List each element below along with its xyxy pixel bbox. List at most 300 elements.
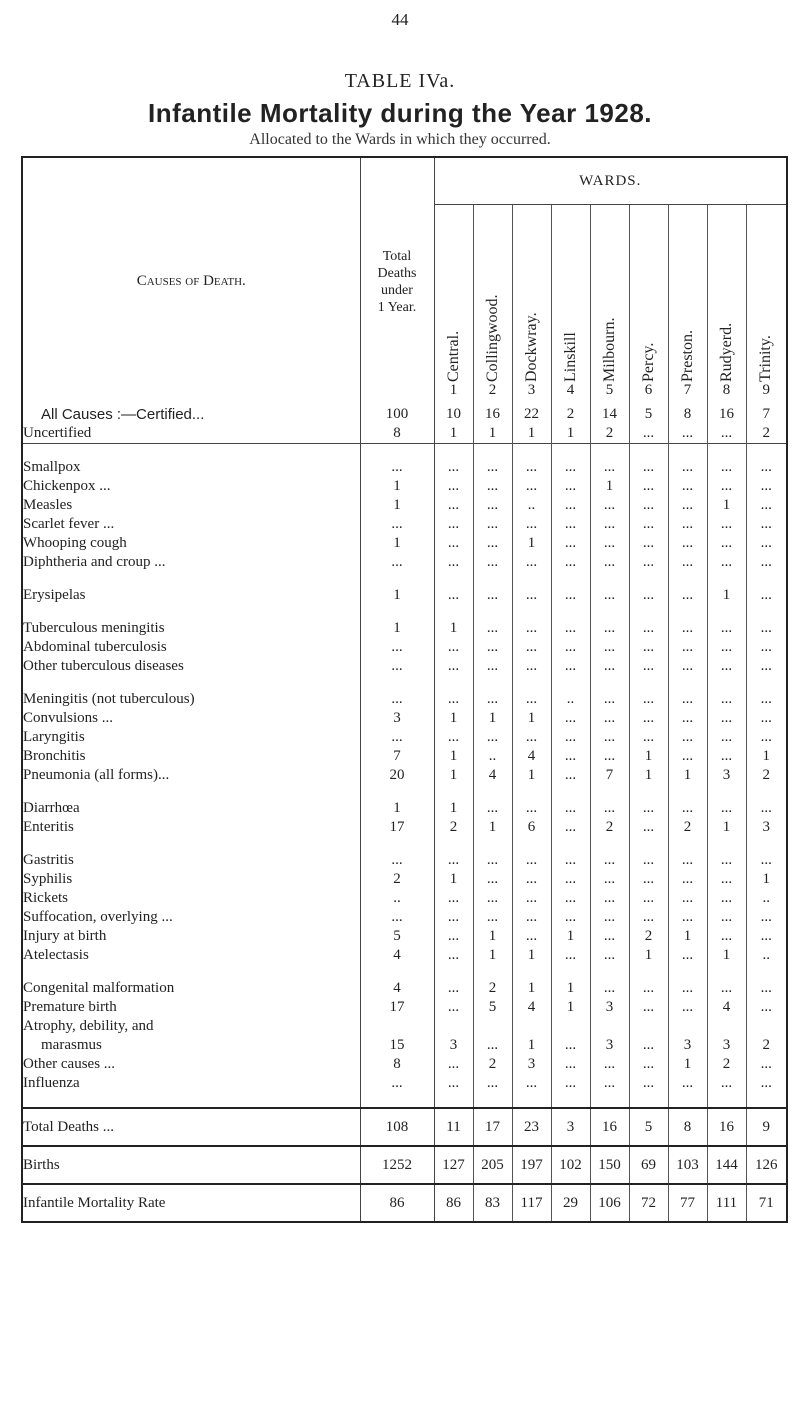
- ward-cell: ...: [629, 534, 668, 553]
- ward-cell: [668, 1017, 707, 1036]
- ward-cell: ...: [707, 927, 746, 946]
- ward-cell: 2: [590, 818, 629, 837]
- cause-row: [22, 998, 787, 1017]
- ward-cell: 3: [707, 1036, 746, 1055]
- ward-cell: ...: [707, 799, 746, 818]
- ward-number: 1: [449, 382, 458, 398]
- ward-cell: ...: [473, 1074, 512, 1093]
- ward-cell: ...: [707, 1074, 746, 1093]
- cause-text: Rickets: [23, 890, 71, 906]
- ward-cell: 150: [590, 1146, 629, 1184]
- ward-cell: 4: [512, 998, 551, 1017]
- ward-cell: ...: [473, 638, 512, 657]
- total-cell: ...: [360, 515, 434, 534]
- ward-cell: 127: [434, 1146, 473, 1184]
- causes-header: Causes of Death.: [22, 157, 360, 405]
- ward-cell: 1: [762, 871, 771, 887]
- ward-cell: 3: [668, 1036, 707, 1055]
- ward-cell: ...: [629, 1036, 668, 1055]
- total-cell: ...: [360, 1074, 434, 1093]
- page-number: 44: [391, 10, 409, 29]
- ward-cell: ...: [551, 766, 590, 785]
- cause-text: Pneumonia (all forms)...: [23, 767, 172, 783]
- ward-cell: 2: [762, 425, 771, 441]
- summary-label: [22, 1146, 360, 1184]
- ward-cell: ...: [668, 851, 707, 870]
- ward-cell: ...: [551, 657, 590, 676]
- total-cell: 1: [360, 534, 434, 553]
- ward-cell: ...: [473, 496, 512, 515]
- ward-cell: ...: [629, 851, 668, 870]
- ward-cell: 144: [707, 1146, 746, 1184]
- ward-cell: 2: [762, 767, 771, 783]
- ward-cell: 1: [551, 424, 590, 444]
- ward-cell: 2: [707, 1055, 746, 1074]
- ward-cell: ...: [629, 728, 668, 747]
- ward-column-header: [551, 205, 590, 406]
- total-cell: ..: [360, 889, 434, 908]
- cause-label: [22, 553, 360, 572]
- ward-name: Dockwray.: [522, 312, 540, 382]
- ward-cell: 5: [629, 1108, 668, 1146]
- ward-cell: 1: [512, 709, 551, 728]
- ward-cell: ...: [473, 889, 512, 908]
- ward-cell: ...: [551, 458, 590, 477]
- ward-cell: 1: [434, 870, 473, 889]
- ward-cell: 1: [512, 534, 551, 553]
- ward-cell: ...: [434, 927, 473, 946]
- ward-cell: ...: [629, 1055, 668, 1074]
- ward-cell: ...: [760, 800, 772, 816]
- cause-text: Diarrhœa: [23, 800, 83, 816]
- cause-row: [22, 553, 787, 572]
- total-deaths-header: [360, 157, 434, 405]
- ward-cell: 205: [473, 1146, 512, 1184]
- cause-text: Chickenpox ...: [23, 478, 114, 494]
- total-cell: 20: [360, 766, 434, 785]
- ward-cell: 1: [473, 946, 512, 965]
- ward-cell: 1: [668, 927, 707, 946]
- cause-label: [22, 1017, 360, 1036]
- cause-label: [22, 619, 360, 638]
- cause-row: [22, 747, 787, 766]
- ward-cell: ...: [512, 728, 551, 747]
- cause-row: [22, 638, 787, 657]
- ward-number: 8: [722, 382, 731, 398]
- ward-cell: 103: [668, 1146, 707, 1184]
- ward-cell: [590, 1017, 629, 1036]
- ward-cell: ...: [707, 515, 746, 534]
- ward-name: Central.: [444, 330, 462, 382]
- ward-cell: ...: [590, 927, 629, 946]
- cause-row: [22, 927, 787, 946]
- cause-row: [22, 534, 787, 553]
- ward-cell: ...: [629, 870, 668, 889]
- cause-text: Enteritis: [23, 819, 77, 835]
- ward-cell: ...: [434, 534, 473, 553]
- ward-cell: 83: [473, 1184, 512, 1222]
- ward-cell: ...: [760, 639, 772, 655]
- ward-cell: ...: [668, 979, 707, 998]
- ward-cell: ...: [590, 496, 629, 515]
- total-cell: 17: [360, 998, 434, 1017]
- ward-cell: ...: [473, 534, 512, 553]
- ward-cell: ...: [629, 998, 668, 1017]
- ward-cell: 1: [434, 799, 473, 818]
- ward-cell: ...: [590, 908, 629, 927]
- cause-label: [22, 799, 360, 818]
- summary-row: [22, 1108, 787, 1146]
- ward-cell: 22: [512, 405, 551, 424]
- ward-cell: [434, 1017, 473, 1036]
- ward-cell: ...: [551, 1036, 590, 1055]
- ward-cell: 1: [473, 818, 512, 837]
- ward-cell: ...: [473, 515, 512, 534]
- cause-row: [22, 690, 787, 709]
- total-cell: 1: [360, 619, 434, 638]
- ward-cell: ...: [512, 458, 551, 477]
- ward-cell: ...: [590, 586, 629, 605]
- cause-label: [22, 458, 360, 477]
- ward-cell: ...: [629, 1074, 668, 1093]
- ward-cell: ...: [434, 458, 473, 477]
- ward-cell: 1: [762, 748, 771, 764]
- cause-text: Meningitis (not tuberculous): [23, 691, 198, 707]
- cause-label: [22, 477, 360, 496]
- cause-label: [22, 638, 360, 657]
- ward-name: Trinity.: [757, 335, 775, 382]
- ward-column-header: [629, 205, 668, 406]
- ward-cell: ...: [668, 889, 707, 908]
- ward-cell: ...: [590, 851, 629, 870]
- cause-label: [22, 586, 360, 605]
- ward-cell: ...: [760, 478, 772, 494]
- table-heading: Infantile Mortality during the Year 1928.: [147, 98, 653, 128]
- ward-name: Percy.: [639, 342, 657, 382]
- ward-cell: 1: [668, 766, 707, 785]
- ward-column-header: [473, 205, 512, 406]
- ward-cell: 117: [512, 1184, 551, 1222]
- total-cell: 2: [360, 870, 434, 889]
- ward-cell: 10: [434, 405, 473, 424]
- ward-name: Linskill: [561, 332, 579, 382]
- ward-cell: ...: [707, 851, 746, 870]
- ward-cell: ...: [512, 657, 551, 676]
- ward-number: 6: [644, 382, 653, 398]
- ward-cell: ...: [707, 458, 746, 477]
- ward-cell: ...: [473, 619, 512, 638]
- ward-cell: 8: [668, 1108, 707, 1146]
- ward-cell: ...: [434, 690, 473, 709]
- ward-cell: ...: [590, 870, 629, 889]
- cause-row: [22, 477, 787, 496]
- ward-cell: ...: [707, 728, 746, 747]
- cause-text: Other causes ...: [23, 1056, 118, 1072]
- cause-label: [22, 515, 360, 534]
- ward-cell: ...: [512, 690, 551, 709]
- ward-cell: ...: [629, 553, 668, 572]
- ward-cell: 2: [473, 979, 512, 998]
- ward-cell: ...: [760, 620, 772, 636]
- ward-cell: ..: [551, 690, 590, 709]
- ward-cell: ...: [434, 728, 473, 747]
- ward-name: Preston.: [678, 330, 696, 382]
- ward-cell: ...: [668, 477, 707, 496]
- cause-label: [22, 870, 360, 889]
- ward-cell: ...: [590, 619, 629, 638]
- ward-cell: 1: [512, 946, 551, 965]
- ward-cell: ...: [629, 690, 668, 709]
- ward-cell: 1: [551, 998, 590, 1017]
- ward-cell: ...: [668, 1074, 707, 1093]
- summary-text: Infantile Mortality Rate: [23, 1195, 168, 1211]
- total-cell: ...: [360, 458, 434, 477]
- summary-row: [22, 1146, 787, 1184]
- ward-cell: ...: [668, 870, 707, 889]
- total-cell: ...: [360, 728, 434, 747]
- ward-cell: ...: [551, 728, 590, 747]
- ward-cell: 1: [551, 979, 590, 998]
- cause-label: [22, 534, 360, 553]
- ward-cell: ...: [707, 657, 746, 676]
- cause-text: Whooping cough: [23, 535, 130, 551]
- total-cell: 3: [360, 709, 434, 728]
- ward-cell: ...: [551, 709, 590, 728]
- ward-cell: ...: [629, 657, 668, 676]
- cause-label: [22, 496, 360, 515]
- ward-cell: ...: [590, 799, 629, 818]
- cause-label: [22, 908, 360, 927]
- cause-text: Erysipelas: [23, 587, 88, 603]
- ward-cell: ...: [590, 638, 629, 657]
- ward-cell: 77: [668, 1184, 707, 1222]
- ward-cell: 4: [707, 998, 746, 1017]
- ward-cell: 16: [707, 1108, 746, 1146]
- ward-cell: ...: [473, 553, 512, 572]
- ward-cell: ...: [512, 870, 551, 889]
- cause-text: Suffocation, overlying ...: [23, 909, 176, 925]
- total-header-line: 1 Year.: [377, 299, 417, 315]
- ward-cell: ...: [668, 496, 707, 515]
- ward-column-header: [512, 205, 551, 406]
- cause-text: Laryngitis: [23, 729, 88, 745]
- table-title: TABLE IVa.: [344, 70, 456, 92]
- cause-row: [22, 458, 787, 477]
- ward-cell: ...: [707, 638, 746, 657]
- ward-name: Collingwood.: [483, 294, 501, 382]
- ward-cell: ...: [590, 728, 629, 747]
- ward-cell: ...: [434, 889, 473, 908]
- ward-cell: ...: [668, 908, 707, 927]
- ward-cell: ...: [590, 657, 629, 676]
- ward-cell: 3: [590, 1036, 629, 1055]
- cause-label: [22, 818, 360, 837]
- ward-cell: ...: [512, 638, 551, 657]
- ward-number: 5: [605, 382, 614, 398]
- allocation-note: Allocated to the Wards in which they occurred.: [249, 131, 551, 148]
- ward-cell: 9: [746, 1108, 787, 1146]
- total-cell: 8: [360, 1055, 434, 1074]
- total-cell: 100: [360, 405, 434, 424]
- ward-cell: ...: [551, 515, 590, 534]
- ward-cell: 1: [512, 1036, 551, 1055]
- ward-cell: ..: [473, 747, 512, 766]
- ward-cell: 1: [434, 709, 473, 728]
- ward-cell: ...: [668, 690, 707, 709]
- ward-cell: ...: [707, 477, 746, 496]
- ward-cell: ...: [590, 553, 629, 572]
- total-cell: ...: [360, 908, 434, 927]
- total-cell: 7: [360, 747, 434, 766]
- ward-cell: 1: [434, 619, 473, 638]
- cause-row: [22, 889, 787, 908]
- cause-row: [22, 946, 787, 965]
- ward-cell: ...: [590, 709, 629, 728]
- ward-cell: 126: [746, 1146, 787, 1184]
- cause-text: Atrophy, debility, and: [23, 1018, 157, 1034]
- ward-cell: ...: [434, 496, 473, 515]
- ward-cell: ...: [629, 477, 668, 496]
- ward-cell: 86: [434, 1184, 473, 1222]
- total-cell: ...: [360, 690, 434, 709]
- ward-cell: ...: [668, 586, 707, 605]
- ward-cell: 2: [434, 818, 473, 837]
- ward-cell: ...: [551, 638, 590, 657]
- ward-cell: 7: [590, 766, 629, 785]
- ward-cell: ...: [473, 477, 512, 496]
- cause-row: [22, 851, 787, 870]
- ward-cell: 1: [473, 927, 512, 946]
- ward-cell: ...: [473, 657, 512, 676]
- ward-cell: ...: [512, 553, 551, 572]
- ward-cell: ...: [760, 587, 772, 603]
- ward-cell: ...: [473, 690, 512, 709]
- cause-text: Congenital malformation: [23, 980, 177, 996]
- ward-cell: 2: [551, 405, 590, 424]
- ward-cell: ...: [590, 1074, 629, 1093]
- cause-label: [22, 1055, 360, 1074]
- ward-cell: ...: [590, 458, 629, 477]
- ward-cell: ...: [668, 424, 707, 444]
- ward-cell: ...: [551, 908, 590, 927]
- ward-cell: ...: [551, 747, 590, 766]
- ward-cell: ...: [434, 946, 473, 965]
- cause-label: [22, 747, 360, 766]
- ward-cell: ...: [629, 799, 668, 818]
- ward-cell: ...: [760, 516, 772, 532]
- ward-cell: 72: [629, 1184, 668, 1222]
- cause-text: Atelectasis: [23, 947, 92, 963]
- ward-cell: ...: [760, 658, 772, 674]
- ward-cell: ...: [473, 908, 512, 927]
- ward-cell: ...: [629, 586, 668, 605]
- ward-cell: ...: [760, 928, 772, 944]
- ward-column-header: [434, 205, 473, 406]
- ward-cell: ...: [434, 553, 473, 572]
- ward-cell: ...: [629, 889, 668, 908]
- ward-cell: ...: [668, 728, 707, 747]
- total-cell: 1: [360, 477, 434, 496]
- cause-row: [22, 799, 787, 818]
- cause-text: All Causes :—Certified...: [41, 406, 207, 423]
- cause-label: [22, 657, 360, 676]
- ward-cell: ...: [629, 908, 668, 927]
- ward-cell: ...: [551, 870, 590, 889]
- cause-text: Injury at birth: [23, 928, 109, 944]
- ward-cell: [551, 1017, 590, 1036]
- summary-label: [22, 1108, 360, 1146]
- ward-cell: ...: [760, 710, 772, 726]
- ward-cell: ...: [707, 709, 746, 728]
- ward-cell: ...: [473, 870, 512, 889]
- ward-cell: ...: [434, 638, 473, 657]
- ward-number: 2: [488, 382, 497, 398]
- ward-cell: ...: [707, 908, 746, 927]
- ward-cell: ...: [434, 979, 473, 998]
- ward-cell: ...: [707, 747, 746, 766]
- ward-cell: ...: [512, 619, 551, 638]
- ward-cell: 23: [512, 1108, 551, 1146]
- ward-cell: 1: [629, 946, 668, 965]
- cause-label: [22, 889, 360, 908]
- ward-column-header: [590, 205, 629, 406]
- cause-row: [22, 1074, 787, 1093]
- ward-cell: ...: [668, 515, 707, 534]
- ward-column-header: [707, 205, 746, 406]
- ward-cell: ...: [551, 799, 590, 818]
- ward-cell: ...: [551, 534, 590, 553]
- ward-cell: 69: [629, 1146, 668, 1184]
- ward-cell: 16: [473, 405, 512, 424]
- ward-cell: ...: [707, 889, 746, 908]
- ward-cell: 1: [629, 747, 668, 766]
- ward-cell: ...: [707, 619, 746, 638]
- ward-cell: ...: [707, 690, 746, 709]
- ward-cell: 2: [762, 1037, 771, 1053]
- ward-cell: ...: [760, 980, 772, 996]
- ward-cell: ...: [668, 657, 707, 676]
- ward-cell: 4: [512, 747, 551, 766]
- cause-label: [22, 979, 360, 998]
- ward-cell: [473, 1017, 512, 1036]
- ward-cell: 1: [434, 766, 473, 785]
- cause-row: [22, 979, 787, 998]
- cause-text: Influenza: [23, 1075, 83, 1091]
- ward-cell: ...: [668, 998, 707, 1017]
- ward-number: 3: [527, 382, 536, 398]
- ward-cell: ...: [551, 586, 590, 605]
- ward-cell: ...: [434, 851, 473, 870]
- ward-cell: ...: [590, 946, 629, 965]
- total-cell: 1: [360, 799, 434, 818]
- ward-cell: 106: [590, 1184, 629, 1222]
- cause-row: [22, 766, 787, 785]
- ward-cell: 3: [551, 1108, 590, 1146]
- ward-cell: ...: [551, 818, 590, 837]
- ward-cell: ...: [551, 851, 590, 870]
- ward-cell: ...: [760, 1075, 772, 1091]
- ward-cell: ...: [629, 979, 668, 998]
- ward-cell: [629, 1017, 668, 1036]
- total-cell: ...: [360, 638, 434, 657]
- ward-cell: 3: [590, 998, 629, 1017]
- cause-text: marasmus: [23, 1037, 105, 1053]
- ward-cell: ...: [551, 496, 590, 515]
- cause-row: [22, 657, 787, 676]
- cause-row: [22, 586, 787, 605]
- cause-text: Abdominal tuberculosis: [23, 639, 170, 655]
- ward-cell: 1: [512, 979, 551, 998]
